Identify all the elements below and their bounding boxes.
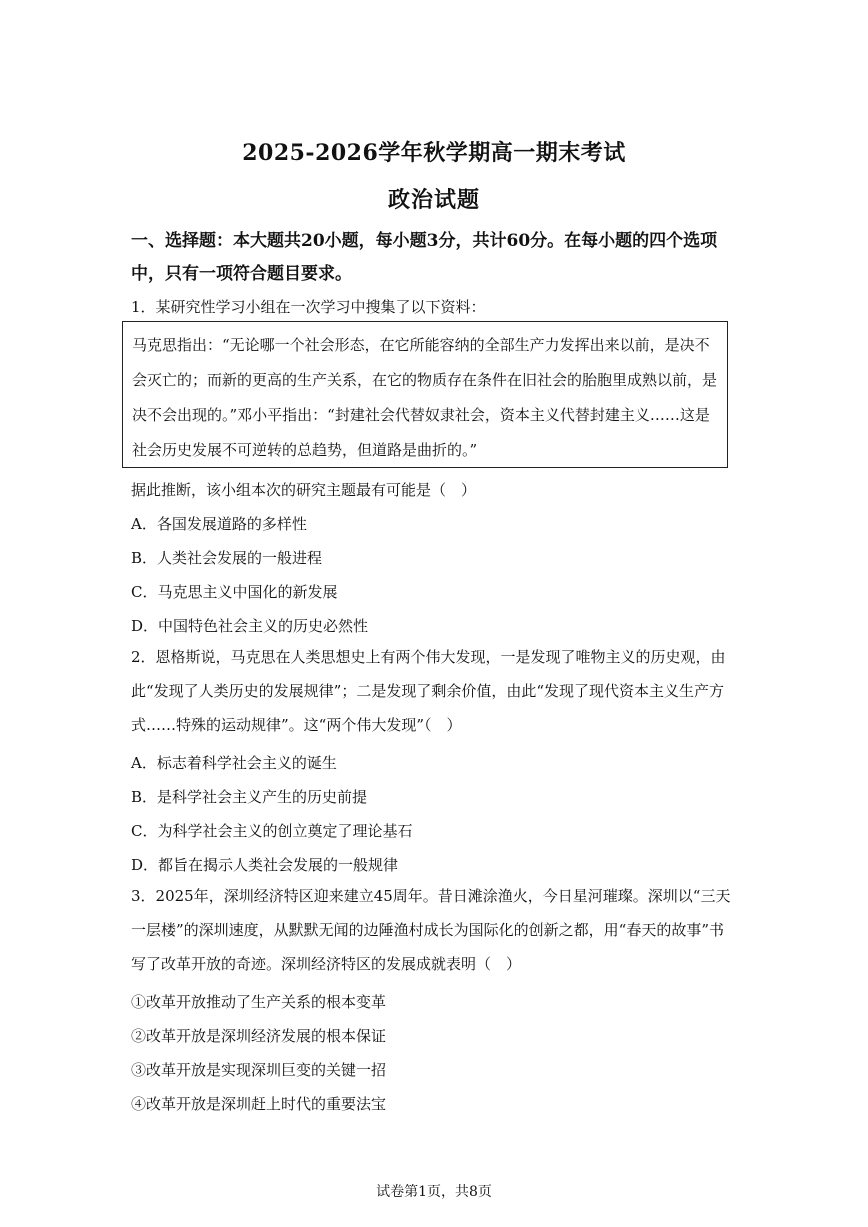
question-3-option-2: ②改革开放是深圳经济发展的根本保证 bbox=[131, 1027, 387, 1045]
page-footer: 试卷第1页，共8页 bbox=[376, 1184, 492, 1200]
question-3-option-3: ③改革开放是实现深圳巨变的关键一招 bbox=[131, 1061, 387, 1079]
question-2-option-d: D．都旨在揭示人类社会发展的一般规律 bbox=[131, 856, 399, 874]
question-1-option-b: B．人类社会发展的一般进程 bbox=[131, 549, 323, 567]
section-heading: 一、选择题：本大题共20小题，每小题3分，共计60分。在每小题的四个选项中，只有一项符合题目要求。 bbox=[131, 231, 718, 284]
question-1-option-d: D．中国特色社会主义的历史必然性 bbox=[131, 617, 369, 635]
question-2-stem: 2．恩格斯说，马克思在人类思想史上有两个伟大发现，一是发现了唯物主义的历史观，由此“发现了人类历史的发展规律”；二是发现了剩余价值，由此“发现了现代资本主义生产方式……特殊的运动规律”。这“两个伟大发现”（ ） bbox=[131, 648, 726, 734]
question-3-stem: 3．2025年，深圳经济特区迎来建立45周年。昔日滩涂渔火，今日星河璀璨。深圳以“三天一层楼”的深圳速度，从默默无闻的边陲渔村成长为国际化的创新之都，用“春天的故事”书写了改革开放的奇迹。深圳经济特区的发展成就表明（ ） bbox=[131, 887, 731, 973]
question-3-option-4: ④改革开放是深圳赶上时代的重要法宝 bbox=[131, 1095, 387, 1113]
question-1-option-c: C．马克思主义中国化的新发展 bbox=[131, 583, 338, 601]
question-1-material-box bbox=[122, 321, 728, 468]
question-2-option-a: A．标志着科学社会主义的诞生 bbox=[131, 754, 337, 772]
question-3-option-1: ①改革开放推动了生产关系的根本变革 bbox=[131, 993, 387, 1011]
question-1-option-a: A．各国发展道路的多样性 bbox=[131, 515, 307, 533]
question-2-option-c: C．为科学社会主义的创立奠定了理论基石 bbox=[131, 822, 413, 840]
exam-title: 2025-2026学年秋学期高一期末考试 bbox=[242, 140, 626, 166]
question-1-material: 马克思指出：“无论哪一个社会形态，在它所能容纳的全部生产力发挥出来以前，是决不会灭亡的；而新的更高的生产关系，在它的物质存在条件在旧社会的胎胞里成熟以前，是决不会出现的。”邓小平指出：“封建社会代替奴隶社会，资本主义代替封建主义……这是社会历史发展不可逆转的总趋势，但道路是曲折的。” bbox=[132, 336, 718, 459]
question-1-prompt: 据此推断，该小组本次的研究主题最有可能是（ ） bbox=[131, 481, 477, 499]
question-2-option-b: B．是科学社会主义产生的历史前提 bbox=[131, 788, 368, 806]
question-1-stem: 1．某研究性学习小组在一次学习中搜集了以下资料： bbox=[131, 298, 486, 316]
subject-title: 政治试题 bbox=[387, 187, 480, 213]
